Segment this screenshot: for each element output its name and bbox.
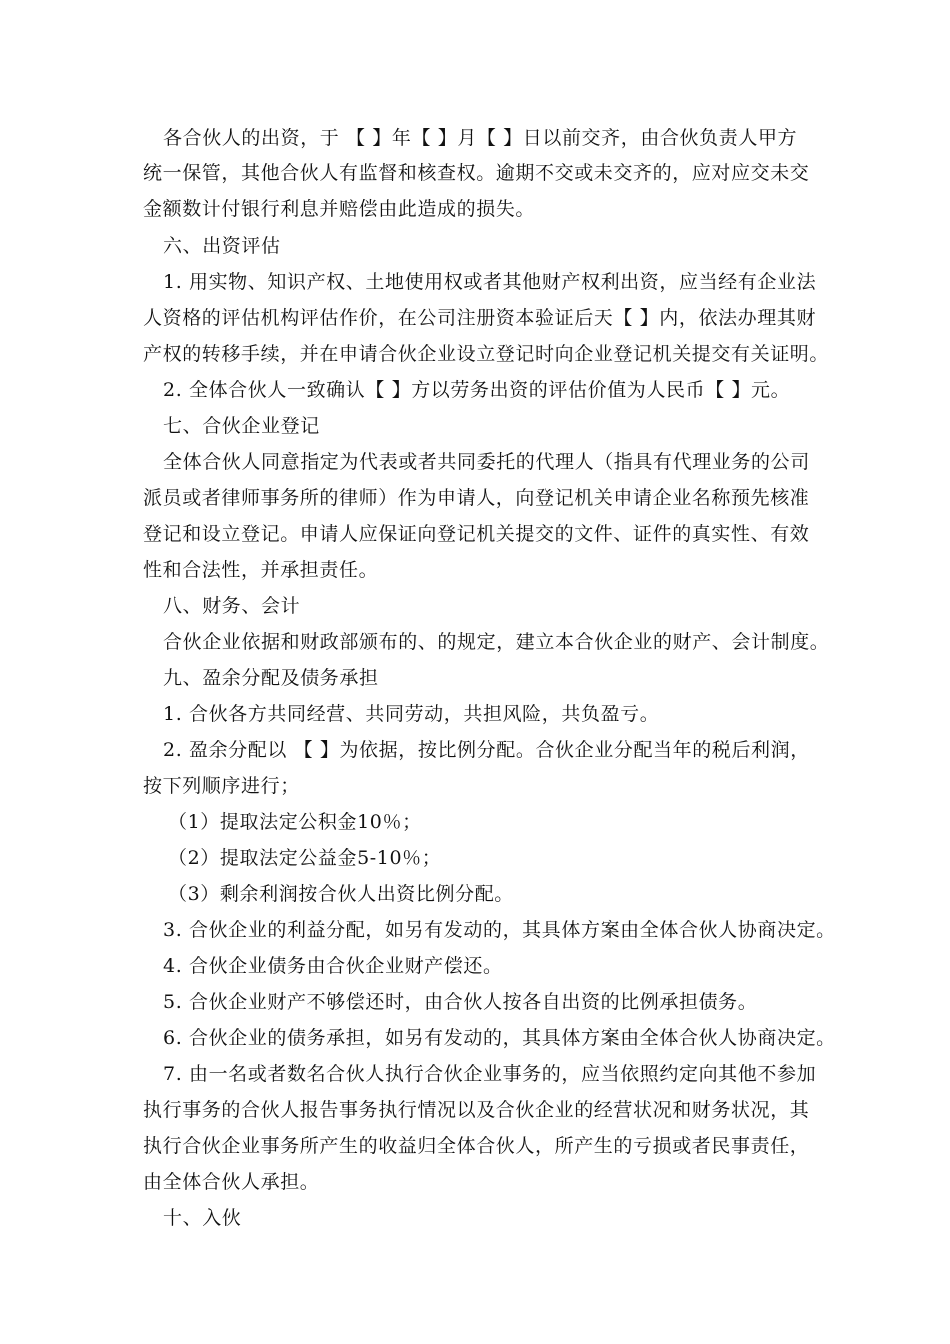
paragraph-line: 4. 合伙企业债务由合伙企业财产偿还。 <box>163 955 503 977</box>
paragraph-line: 7. 由一名或者数名合伙人执行合伙企业事务的，应当依照约定向其他不参加 <box>163 1063 817 1085</box>
paragraph-line: 合伙企业依据和财政部颁布的、的规定，建立本合伙企业的财产、会计制度。 <box>163 631 830 653</box>
paragraph-line: 2. 盈余分配以 【 】为依据，按比例分配。合伙企业分配当年的税后利润， <box>163 739 810 761</box>
section-heading: 八、财务、会计 <box>163 595 301 617</box>
paragraph-line: 人资格的评估机构评估作价，在公司注册资本验证后天【 】内，依法办理其财 <box>143 307 817 329</box>
paragraph-line: 性和合法性，并承担责任。 <box>143 559 379 581</box>
section-heading: 七、合伙企业登记 <box>163 415 320 437</box>
paragraph-line: 6. 合伙企业的债务承担，如另有发动的，其具体方案由全体合伙人协商决定。 <box>163 1027 836 1049</box>
paragraph-line: 1. 用实物、知识产权、土地使用权或者其他财产权利出资，应当经有企业法 <box>163 271 817 293</box>
paragraph-line: 由全体合伙人承担。 <box>143 1171 320 1193</box>
paragraph-line: 全体合伙人同意指定为代表或者共同委托的代理人（指具有代理业务的公司 <box>163 451 810 473</box>
paragraph-line: 执行合伙企业事务所产生的收益归全体合伙人，所产生的亏损或者民事责任， <box>143 1135 810 1157</box>
paragraph-line: 派员或者律师事务所的律师）作为申请人，向登记机关申请企业名称预先核准 <box>143 487 810 509</box>
section-heading: 十、入伙 <box>163 1207 242 1229</box>
paragraph-line: （3）剩余利润按合伙人出资比例分配。 <box>168 883 514 905</box>
section-heading: 六、出资评估 <box>163 235 281 257</box>
paragraph-line: 执行事务的合伙人报告事务执行情况以及合伙企业的经营状况和财务状况，其 <box>143 1099 810 1121</box>
paragraph-line: 统一保管，其他合伙人有监督和核查权。逾期不交或未交齐的，应对应交未交 <box>143 162 810 184</box>
paragraph-line: （2）提取法定公益金5-10％； <box>168 847 442 869</box>
paragraph-line: 金额数计付银行利息并赔偿由此造成的损失。 <box>143 198 536 220</box>
paragraph-line: 1. 合伙各方共同经营、共同劳动，共担风险，共负盈亏。 <box>163 703 660 725</box>
section-heading: 九、盈余分配及债务承担 <box>163 667 379 689</box>
paragraph-line: 产权的转移手续，并在申请合伙企业设立登记时向企业登记机关提交有关证明。 <box>143 343 830 365</box>
paragraph-line: 5. 合伙企业财产不够偿还时，由合伙人按各自出资的比例承担债务。 <box>163 991 758 1013</box>
paragraph-line: 登记和设立登记。申请人应保证向登记机关提交的文件、证件的真实性、有效 <box>143 523 810 545</box>
paragraph-line: 按下列顺序进行； <box>143 775 300 797</box>
paragraph-line: 3. 合伙企业的利益分配，如另有发动的，其具体方案由全体合伙人协商决定。 <box>163 919 836 941</box>
paragraph-line: 2. 全体合伙人一致确认【 】方以劳务出资的评估价值为人民币【 】元。 <box>163 379 791 401</box>
paragraph-line: 各合伙人的出资，于 【 】年【 】月【 】日以前交齐，由合伙负责人甲方 <box>163 127 798 149</box>
paragraph-line: （1）提取法定公积金10％； <box>168 811 422 833</box>
